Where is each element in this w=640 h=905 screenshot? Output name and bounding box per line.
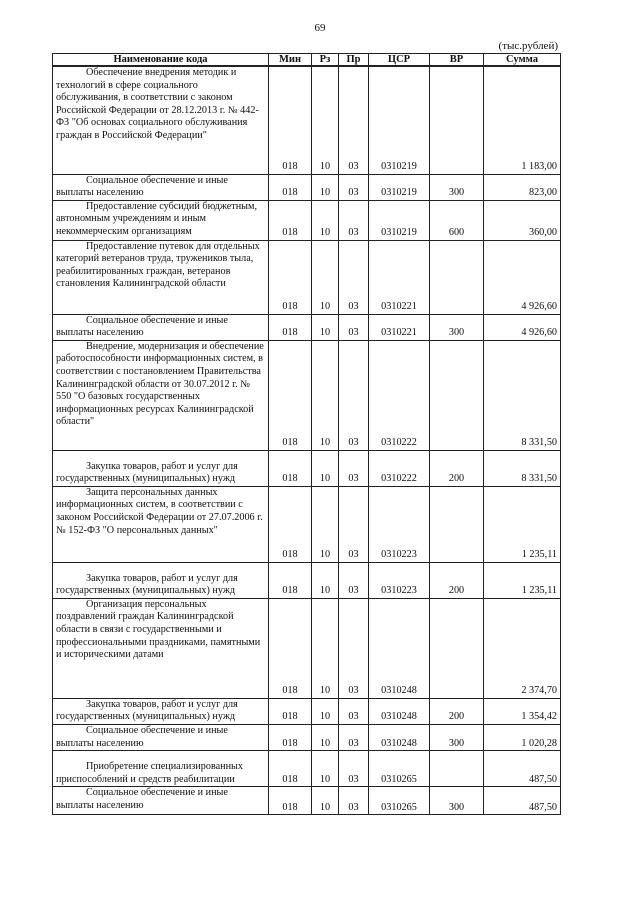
row-name-text: Закупка товаров, работ и услуг для государственных (муниципальных) нужд — [56, 460, 238, 485]
row-name-text: Организация персональных поздравлений граждан Калининградской области в связи с государственными и профессиональными праздниками, памятными и историческими датами — [56, 598, 261, 661]
cell-sum: 8 331,50 — [484, 450, 561, 486]
cell-sum: 4 926,60 — [484, 314, 561, 340]
cell-sum: 487,50 — [484, 787, 561, 815]
cell-sum: 360,00 — [484, 200, 561, 240]
cell-min: 018 — [269, 598, 312, 698]
cell-pr: 03 — [339, 598, 369, 698]
cell-min: 018 — [269, 486, 312, 562]
cell-rz: 10 — [312, 340, 339, 450]
header-rz: Рз — [312, 54, 339, 67]
row-name-text: Социальное обеспечение и иные выплаты населению — [56, 314, 228, 339]
cell-name — [53, 787, 269, 815]
cell-name — [53, 340, 269, 450]
budget-table — [52, 53, 561, 815]
header-min: Мин — [269, 54, 312, 67]
cell-rz: 10 — [312, 174, 339, 200]
header-pr: Пр — [339, 54, 369, 67]
cell-csr: 0310248 — [369, 698, 430, 724]
cell-name — [53, 314, 269, 340]
cell-vr: 300 — [430, 314, 484, 340]
cell-min: 018 — [269, 340, 312, 450]
cell-csr: 0310222 — [369, 340, 430, 450]
row-name-text: Социальное обеспечение и иные выплаты населению — [56, 787, 228, 811]
cell-sum: 823,00 — [484, 174, 561, 200]
cell-vr: 300 — [430, 174, 484, 200]
cell-sum: 1 183,00 — [484, 66, 561, 174]
cell-csr: 0310219 — [369, 66, 430, 174]
cell-name — [53, 240, 269, 314]
cell-min: 018 — [269, 725, 312, 751]
cell-sum: 487,50 — [484, 751, 561, 787]
cell-rz: 10 — [312, 751, 339, 787]
cell-vr: 600 — [430, 200, 484, 240]
cell-pr: 03 — [339, 787, 369, 815]
cell-csr: 0310248 — [369, 725, 430, 751]
header-sum: Сумма — [484, 54, 561, 67]
table-row — [53, 200, 561, 240]
cell-sum: 1 235,11 — [484, 486, 561, 562]
row-name-text: Социальное обеспечение и иные выплаты населению — [56, 725, 228, 749]
cell-min: 018 — [269, 562, 312, 598]
cell-pr: 03 — [339, 340, 369, 450]
cell-csr: 0310265 — [369, 787, 430, 815]
cell-rz: 10 — [312, 725, 339, 751]
cell-min: 018 — [269, 66, 312, 174]
table-row — [53, 598, 561, 698]
table-row — [53, 725, 561, 751]
cell-sum: 2 374,70 — [484, 598, 561, 698]
table-row — [53, 174, 561, 200]
cell-rz: 10 — [312, 698, 339, 724]
row-name-text: Закупка товаров, работ и услуг для государственных (муниципальных) нужд — [56, 698, 238, 723]
page-number: 69 — [314, 22, 326, 34]
cell-csr: 0310265 — [369, 751, 430, 787]
cell-pr: 03 — [339, 486, 369, 562]
cell-name — [53, 598, 269, 698]
cell-vr: 300 — [430, 725, 484, 751]
header-name: Наименование кода — [53, 54, 269, 67]
cell-name — [53, 200, 269, 240]
table-body — [53, 66, 561, 815]
cell-sum: 4 926,60 — [484, 240, 561, 314]
cell-sum: 8 331,50 — [484, 340, 561, 450]
cell-rz: 10 — [312, 450, 339, 486]
cell-pr: 03 — [339, 314, 369, 340]
cell-sum: 1 354,42 — [484, 698, 561, 724]
cell-csr: 0310219 — [369, 174, 430, 200]
cell-sum: 1 020,28 — [484, 725, 561, 751]
cell-name — [53, 562, 269, 598]
cell-min: 018 — [269, 787, 312, 815]
units-label: (тыс.рублей) — [498, 40, 558, 52]
cell-vr: 200 — [430, 698, 484, 724]
cell-vr — [430, 66, 484, 174]
table-row — [53, 698, 561, 724]
table-row — [53, 751, 561, 787]
cell-pr: 03 — [339, 240, 369, 314]
cell-name — [53, 450, 269, 486]
cell-vr — [430, 598, 484, 698]
cell-name — [53, 174, 269, 200]
cell-vr — [430, 340, 484, 450]
cell-min: 018 — [269, 698, 312, 724]
cell-name — [53, 486, 269, 562]
cell-rz: 10 — [312, 240, 339, 314]
cell-csr: 0310219 — [369, 200, 430, 240]
cell-csr: 0310223 — [369, 486, 430, 562]
cell-csr: 0310222 — [369, 450, 430, 486]
cell-sum: 1 235,11 — [484, 562, 561, 598]
cell-csr: 0310223 — [369, 562, 430, 598]
cell-pr: 03 — [339, 698, 369, 724]
table-row — [53, 340, 561, 450]
cell-pr: 03 — [339, 66, 369, 174]
cell-csr: 0310221 — [369, 240, 430, 314]
cell-rz: 10 — [312, 200, 339, 240]
row-name-text: Защита персональных данных информационных систем, в соответствии с законом Российской Федерации от 27.07.2006 г. № 152-ФЗ "О персональных данных" — [56, 486, 263, 536]
table-row — [53, 486, 561, 562]
header-csr: ЦСР — [369, 54, 430, 67]
cell-pr: 03 — [339, 751, 369, 787]
cell-pr: 03 — [339, 450, 369, 486]
cell-name — [53, 66, 269, 174]
table-row — [53, 66, 561, 174]
cell-csr: 0310248 — [369, 598, 430, 698]
cell-vr — [430, 486, 484, 562]
cell-csr: 0310221 — [369, 314, 430, 340]
cell-pr: 03 — [339, 174, 369, 200]
cell-rz: 10 — [312, 598, 339, 698]
cell-vr: 200 — [430, 562, 484, 598]
header-vr: ВР — [430, 54, 484, 67]
cell-name — [53, 698, 269, 724]
cell-vr — [430, 751, 484, 787]
table-row — [53, 562, 561, 598]
row-name-text: Приобретение специализированных приспособлений и средств реабилитации — [56, 761, 243, 785]
cell-min: 018 — [269, 200, 312, 240]
table-row — [53, 450, 561, 486]
cell-name — [53, 751, 269, 787]
table-header — [53, 54, 561, 67]
cell-vr: 200 — [430, 450, 484, 486]
cell-rz: 10 — [312, 314, 339, 340]
row-name-text: Предоставление путевок для отдельных категорий ветеранов труда, тружеников тыла, реабилитированных граждан, ветеранов становления Калининградской области — [56, 240, 260, 290]
cell-min: 018 — [269, 751, 312, 787]
cell-min: 018 — [269, 450, 312, 486]
cell-min: 018 — [269, 174, 312, 200]
cell-rz: 10 — [312, 787, 339, 815]
row-name-text: Предоставление субсидий бюджетным, автономным учреждениям и иным некоммерческим организациям — [56, 200, 258, 237]
table-row — [53, 787, 561, 815]
cell-rz: 10 — [312, 486, 339, 562]
table-row — [53, 314, 561, 340]
row-name-text: Закупка товаров, работ и услуг для государственных (муниципальных) нужд — [56, 572, 238, 597]
cell-rz: 10 — [312, 66, 339, 174]
cell-min: 018 — [269, 240, 312, 314]
table-row — [53, 240, 561, 314]
row-name-text: Социальное обеспечение и иные выплаты населению — [56, 174, 228, 199]
cell-vr — [430, 240, 484, 314]
cell-min: 018 — [269, 314, 312, 340]
cell-rz: 10 — [312, 562, 339, 598]
cell-pr: 03 — [339, 725, 369, 751]
cell-pr: 03 — [339, 562, 369, 598]
cell-vr: 300 — [430, 787, 484, 815]
cell-name — [53, 725, 269, 751]
row-name-text: Обеспечение внедрения методик и технологий в сфере социального обслуживания, в соответствии с законом Российской Федерации от 28.12.2013 г. № 442-ФЗ "Об основах социального обслуживания граждан в Российской Федерации" — [56, 67, 259, 141]
cell-pr: 03 — [339, 200, 369, 240]
row-name-text: Внедрение, модернизация и обеспечение работоспособности информационных систем, в соответствии с постановлением Правительства Калининградской области от 30.07.2012 г. № 550 "О базовых государственных информационных ресурсах Калининградской области" — [56, 340, 264, 428]
